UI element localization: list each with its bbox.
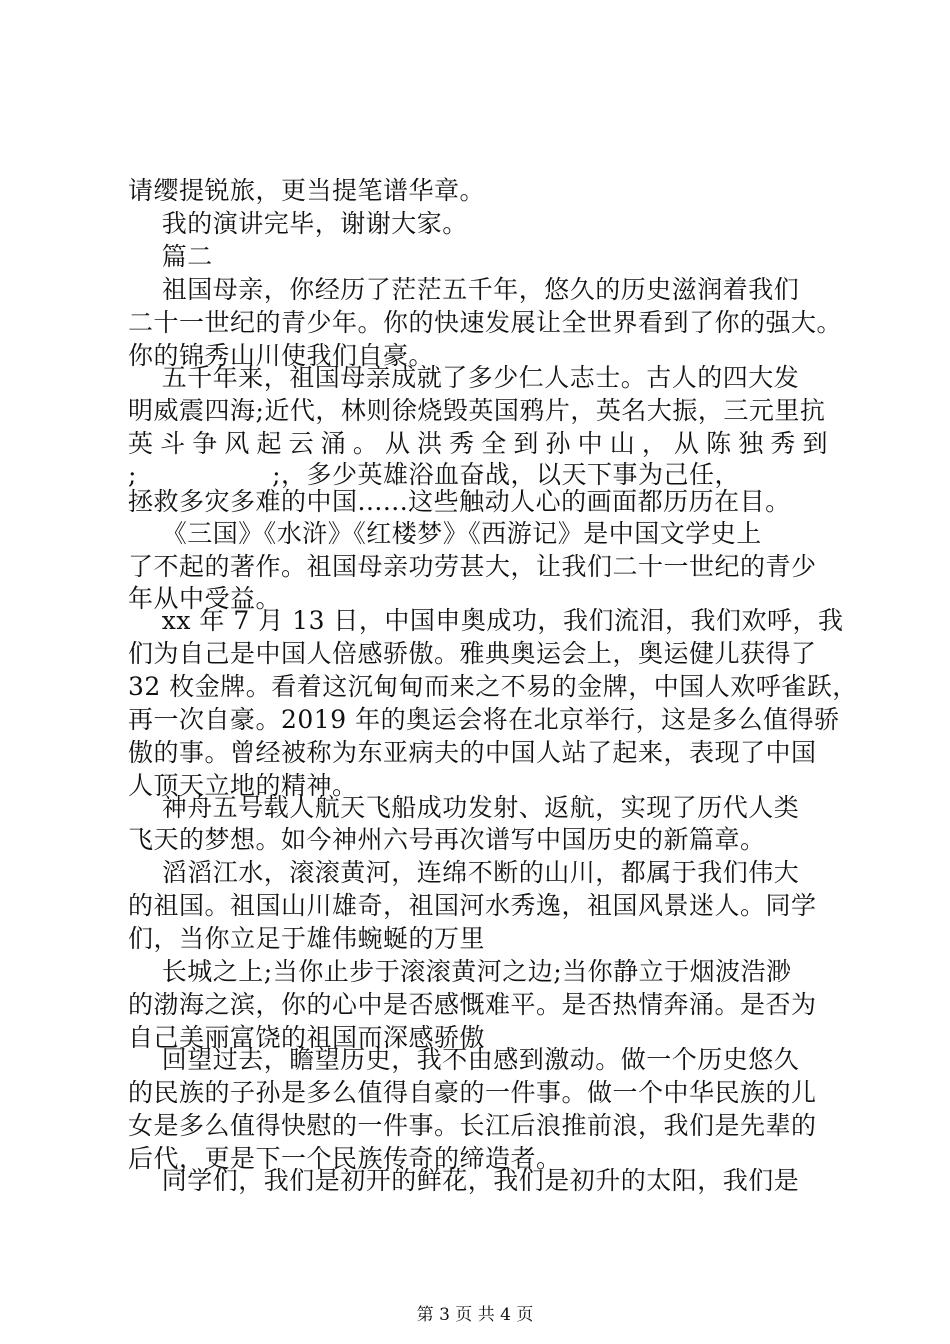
text-line: 二十一世纪的青少年。你的快速发展让全世界看到了你的强大。 xyxy=(128,308,843,337)
text-line: ; ;，多少英雄浴血奋战，以天下事为己任， xyxy=(128,460,740,489)
text-line: 了不起的著作。祖国母亲功劳甚大，让我们二十一世纪的青少 xyxy=(128,552,817,581)
text-line: xx 年 7 月 13 日，中国申奥成功，我们流泪，我们欢呼，我 xyxy=(128,606,844,635)
text-line: 请缨提锐旅，更当提笔谱华章。 xyxy=(128,176,486,205)
text-line: 《三国》《水浒》《红楼梦》《西游记》是中国文学史上 xyxy=(128,519,762,548)
text-line: 傲的事。曾经被称为东亚病夫的中国人站了起来，表现了中国 xyxy=(128,738,817,767)
text-line: 的民族的子孙是多么值得自豪的一件事。做一个中华民族的儿 xyxy=(128,1078,817,1107)
text-line: 再一次自豪。2019 年的奥运会将在北京举行，这是多么值得骄 xyxy=(128,705,840,734)
text-line: 同学们，我们是初开的鲜花，我们是初升的太阳，我们是 xyxy=(128,1166,800,1195)
text-line: 长城之上;当你止步于滚滚黄河之边;当你静立于烟波浩渺 xyxy=(128,957,792,986)
text-line: 回望过去，瞻望历史，我不由感到激动。做一个历史悠久 xyxy=(128,1045,800,1074)
text-line: 我的演讲完毕，谢谢大家。 xyxy=(128,209,468,238)
text-line: 们为自己是中国人倍感骄傲。雅典奥运会上，奥运健儿获得了 xyxy=(128,639,817,668)
text-line: 五千年来，祖国母亲成就了多少仁人志士。古人的四大发 xyxy=(128,363,800,392)
text-line: 飞天的梦想。如今神州六号再次谱写中国历史的新篇章。 xyxy=(128,825,766,854)
text-line: 篇二 xyxy=(128,242,213,271)
text-line: 们，当你立足于雄伟蜿蜒的万里 xyxy=(128,924,486,953)
text-line: 拯救多灾多难的中国......这些触动人心的画面都历历在目。 xyxy=(128,487,791,516)
text-line: 人顶天立地的精神。 xyxy=(128,771,358,800)
text-line: 32 枚金牌。看着这沉甸甸而来之不易的金牌，中国人欢呼雀跃， xyxy=(128,672,858,701)
page-number-footer: 第 3 页 共 4 页 xyxy=(416,1305,534,1325)
text-line: 滔滔江水，滚滚黄河，连绵不断的山川，都属于我们伟大 xyxy=(128,858,800,887)
text-line: 神舟五号载人航天飞船成功发射、返航，实现了历代人类 xyxy=(128,793,800,822)
text-line: 的祖国。祖国山川雄奇，祖国河水秀逸，祖国风景迷人。同学 xyxy=(128,891,817,920)
text-line: 英斗争风起云涌。从洪秀全到孙中山，从陈独秀到 xyxy=(128,429,828,458)
text-line: 自己美丽富饶的祖国而深感骄傲 xyxy=(128,1023,486,1052)
text-line: 祖国母亲，你经历了茫茫五千年，悠久的历史滋润着我们 xyxy=(128,275,800,304)
text-line: 明威震四海;近代，林则徐烧毁英国鸦片，英名大振，三元里抗 xyxy=(128,396,826,425)
text-line: 的渤海之滨，你的心中是否感慨难平。是否热情奔涌。是否为 xyxy=(128,990,817,1019)
text-line: 年从中受益。 xyxy=(128,584,282,613)
text-line: 你的锦秀山川使我们自豪。 xyxy=(128,341,435,370)
text-line: 后代，更是下一个民族传奇的缔造者。 xyxy=(128,1144,562,1173)
text-line: 女是多么值得快慰的一件事。长江后浪推前浪，我们是先辈的 xyxy=(128,1111,817,1140)
